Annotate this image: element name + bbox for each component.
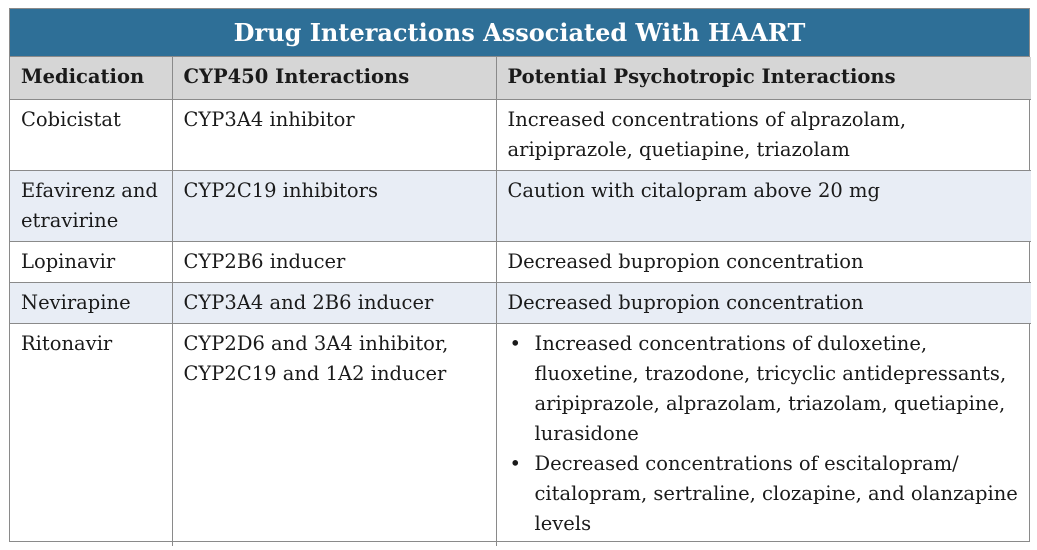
- interactions-grid: [10, 57, 1031, 546]
- bullet-item: [508, 329, 1022, 449]
- header-psychotropic: Potential Psychotropic Interactions: [496, 57, 1031, 99]
- cell-psychotropic: Decreased bupropion concentration: [496, 282, 1031, 323]
- cell-medication: Ritonavir: [10, 323, 172, 546]
- header-row: [10, 57, 1031, 99]
- table-row: [10, 282, 1031, 323]
- bullet-icon: •: [509, 451, 522, 475]
- cell-cyp450: CYP2B6 inducer: [172, 241, 496, 282]
- header-cyp450: CYP450 Interactions: [172, 57, 496, 99]
- bullet-item: [508, 449, 1022, 539]
- cell-medication: Lopinavir: [10, 241, 172, 282]
- table-row: [10, 170, 1031, 241]
- table-row: [10, 99, 1031, 170]
- cell-psychotropic: Increased concentrations of alprazolam, aripiprazole, quetiapine, triazolam: [496, 99, 1031, 170]
- bullet-text: Increased concentrations of duloxetine, fluoxetine, trazodone, tricyclic antidepressants, aripiprazole, alprazolam, triazolam, quetiapine, lurasidone: [534, 331, 1007, 445]
- bullet-text: Decreased concentrations of escitalopram/ citalopram, sertraline, clozapine, and olanzapine levels: [534, 451, 1018, 535]
- cell-cyp450: CYP2C19 inhibitors: [172, 170, 496, 241]
- cell-psychotropic: Caution with citalopram above 20 mg: [496, 170, 1031, 241]
- bullet-icon: •: [509, 331, 522, 355]
- cell-cyp450: CYP2D6 and 3A4 inhibitor, CYP2C19 and 1A2 inducer: [172, 323, 496, 546]
- cell-psychotropic: Decreased bupropion concentration: [496, 241, 1031, 282]
- table-row: [10, 323, 1031, 546]
- cell-psychotropic: [496, 323, 1031, 546]
- table-row: [10, 241, 1031, 282]
- cell-medication: Efavirenz and etravirine: [10, 170, 172, 241]
- drug-interactions-table: [9, 8, 1030, 542]
- cell-cyp450: CYP3A4 and 2B6 inducer: [172, 282, 496, 323]
- header-medication: Medication: [10, 57, 172, 99]
- table-title: Drug Interactions Associated With HAART: [10, 9, 1029, 57]
- cell-medication: Cobicistat: [10, 99, 172, 170]
- cell-medication: Nevirapine: [10, 282, 172, 323]
- cell-cyp450: CYP3A4 inhibitor: [172, 99, 496, 170]
- bullet-list: [508, 329, 1022, 539]
